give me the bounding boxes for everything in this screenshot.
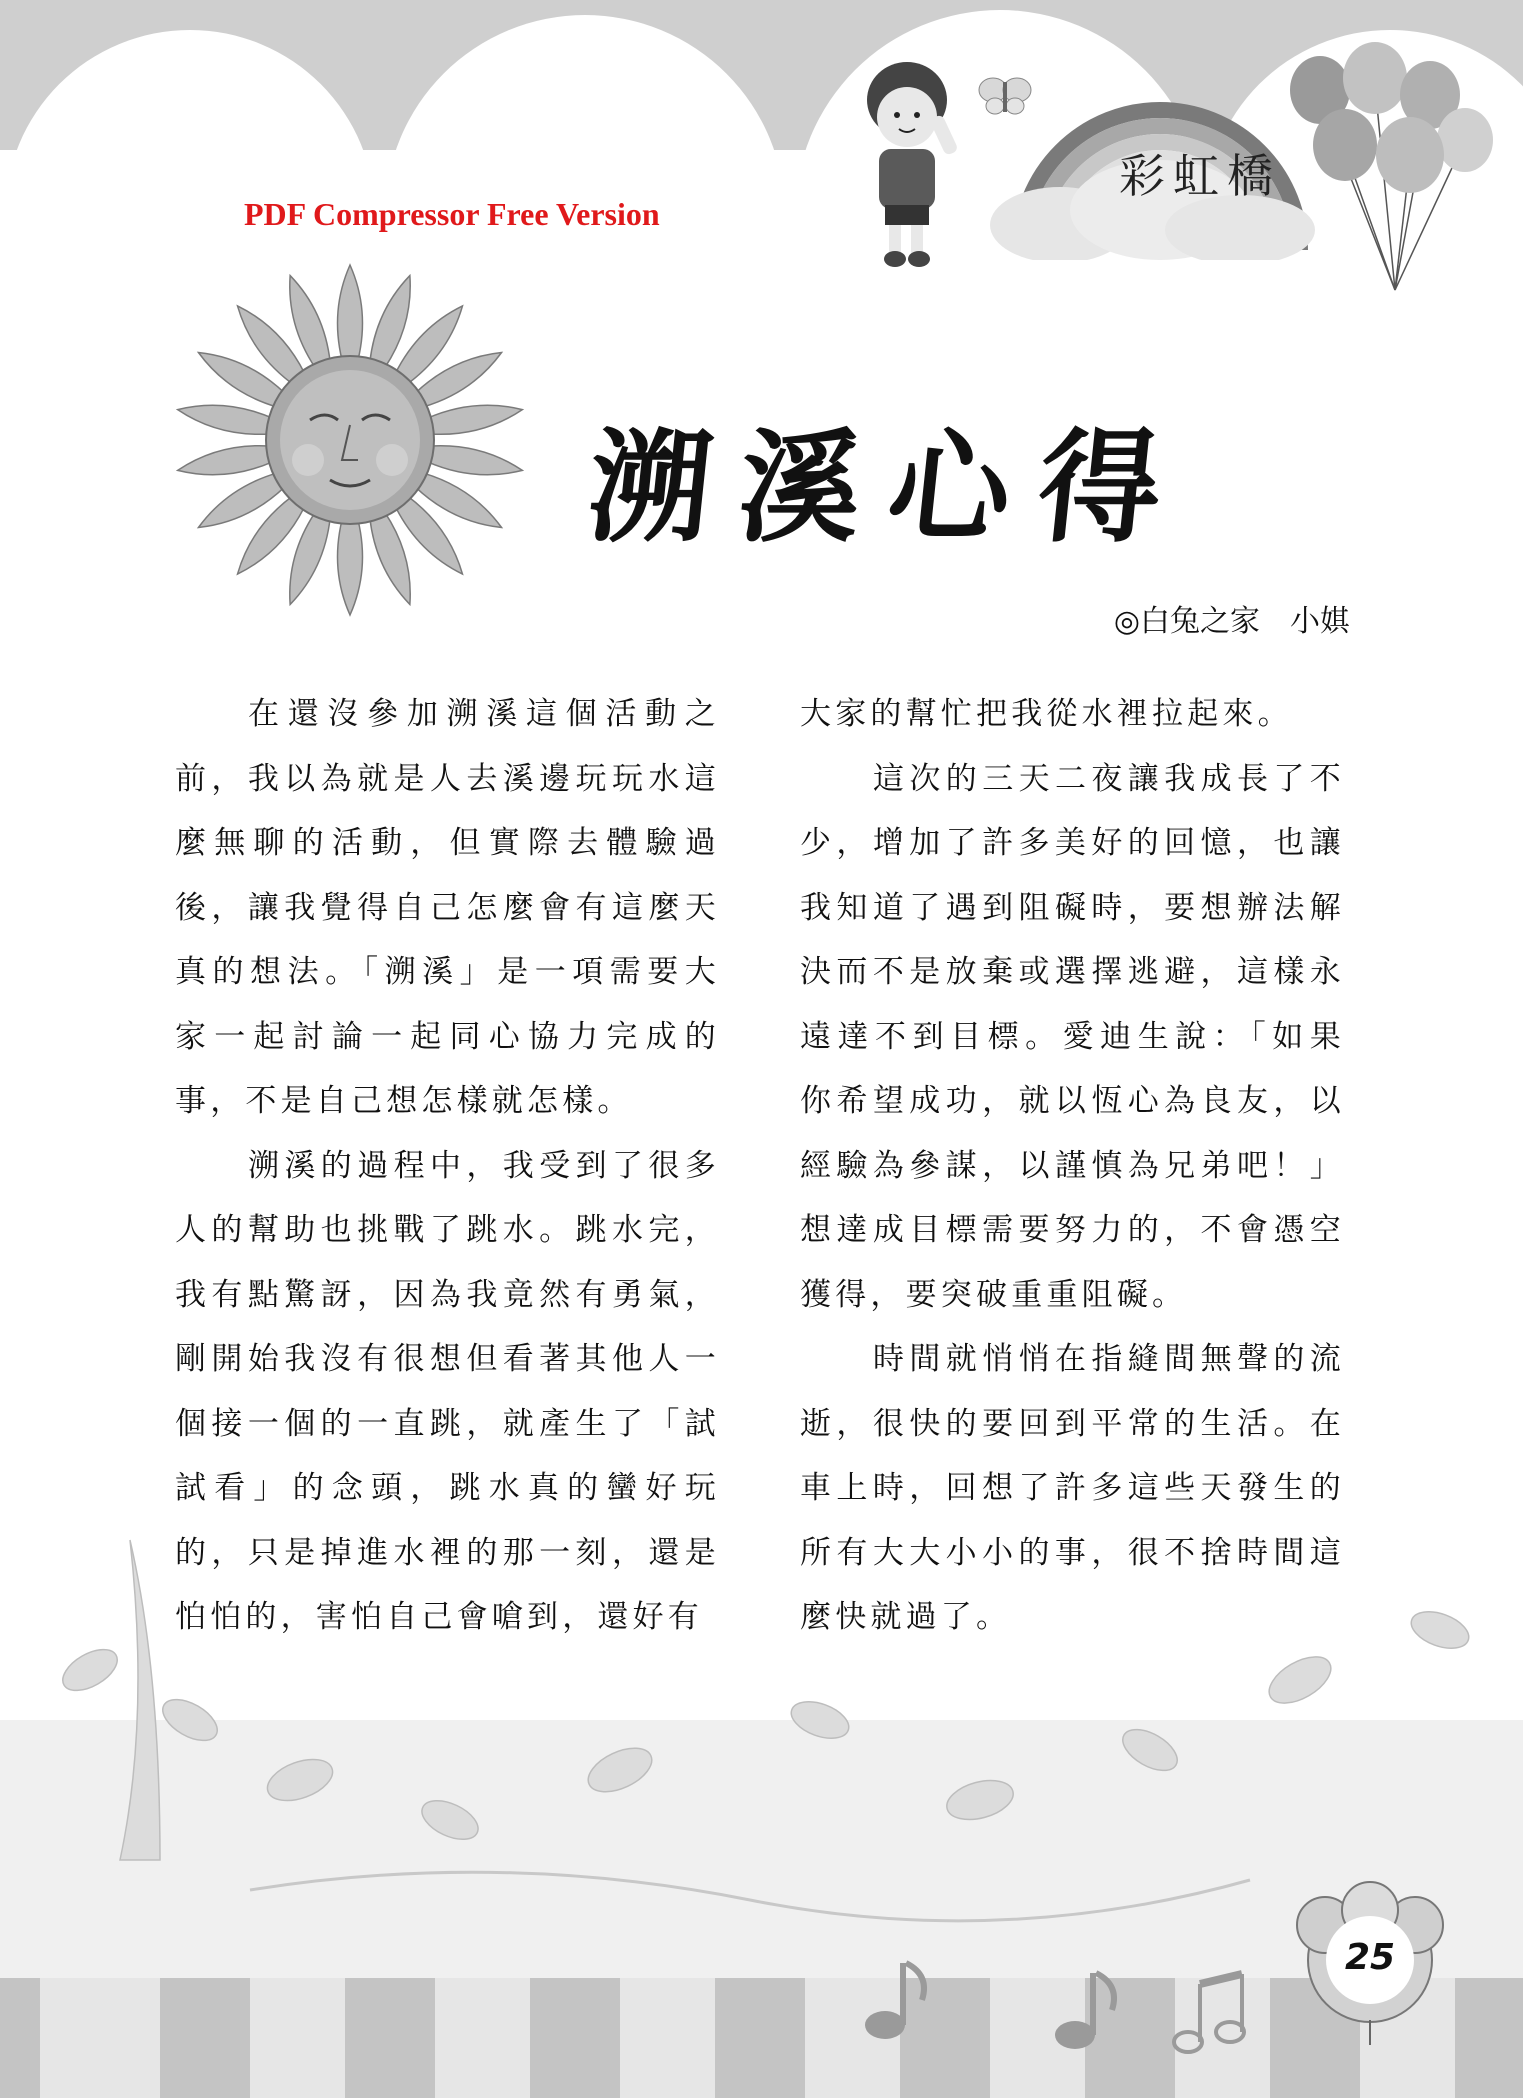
- double-music-note-icon: [1170, 1970, 1250, 2060]
- article-right-column: [800, 682, 1345, 1650]
- sun-face-illustration: [170, 255, 530, 625]
- balloons-illustration: [1280, 40, 1510, 300]
- girl-illustration: [845, 55, 975, 270]
- paragraph: 在還沒參加溯溪這個活動之前，我以為就是人去溪邊玩玩水這麼無聊的活動，但實際去體驗過後，讓我覺得自己怎麼會有這麼天真的想法。「溯溪」是一項需要大家一起討論一起同心協力完成的事，不是自己想怎樣就怎樣。: [175, 696, 720, 1119]
- author-byline: ◎白兔之家 小娸: [1113, 604, 1350, 639]
- paragraph: 大家的幫忙把我從水裡拉起來。: [800, 696, 1293, 732]
- paragraph: 溯溪的過程中，我受到了很多人的幫助也挑戰了跳水。跳水完，我有點驚訝，因為我竟然有勇氣，剛開始我沒有很想但看著其他人一個接一個的一直跳，就產生了「試試看」的念頭，跳水真的蠻好玩的，只是掉進水裡的那一刻，還是怕怕的，害怕自己會嗆到，還好有: [175, 1147, 720, 1635]
- section-label: 彩虹橋: [1119, 149, 1281, 203]
- page-number: 25: [1344, 1937, 1396, 1978]
- paragraph: 這次的三天二夜讓我成長了不少，增加了許多美好的回憶，也讓我知道了遇到阻礙時，要想辦法解決而不是放棄或選擇逃避，這樣永遠達不到目標。愛迪生說：「如果你希望成功，就以恆心為良友，以經驗為參謀，以謹慎為兄弟吧！」想達成目標需要努力的，不會憑空獲得，要突破重重阻礙。: [800, 760, 1345, 1313]
- article-title: 溯溪心得: [581, 417, 1197, 559]
- paragraph: 時間就悄悄在指縫間無聲的流逝，很快的要回到平常的生活。在車上時，回想了許多這些天發生的所有大大小小的事，很不捨時間這麼快就過了。: [800, 1341, 1345, 1635]
- music-note-icon: [860, 1955, 940, 2045]
- music-note-icon: [1050, 1965, 1130, 2055]
- watermark-text: PDF Compressor Free Version: [244, 196, 660, 232]
- article-left-column: [175, 682, 720, 1650]
